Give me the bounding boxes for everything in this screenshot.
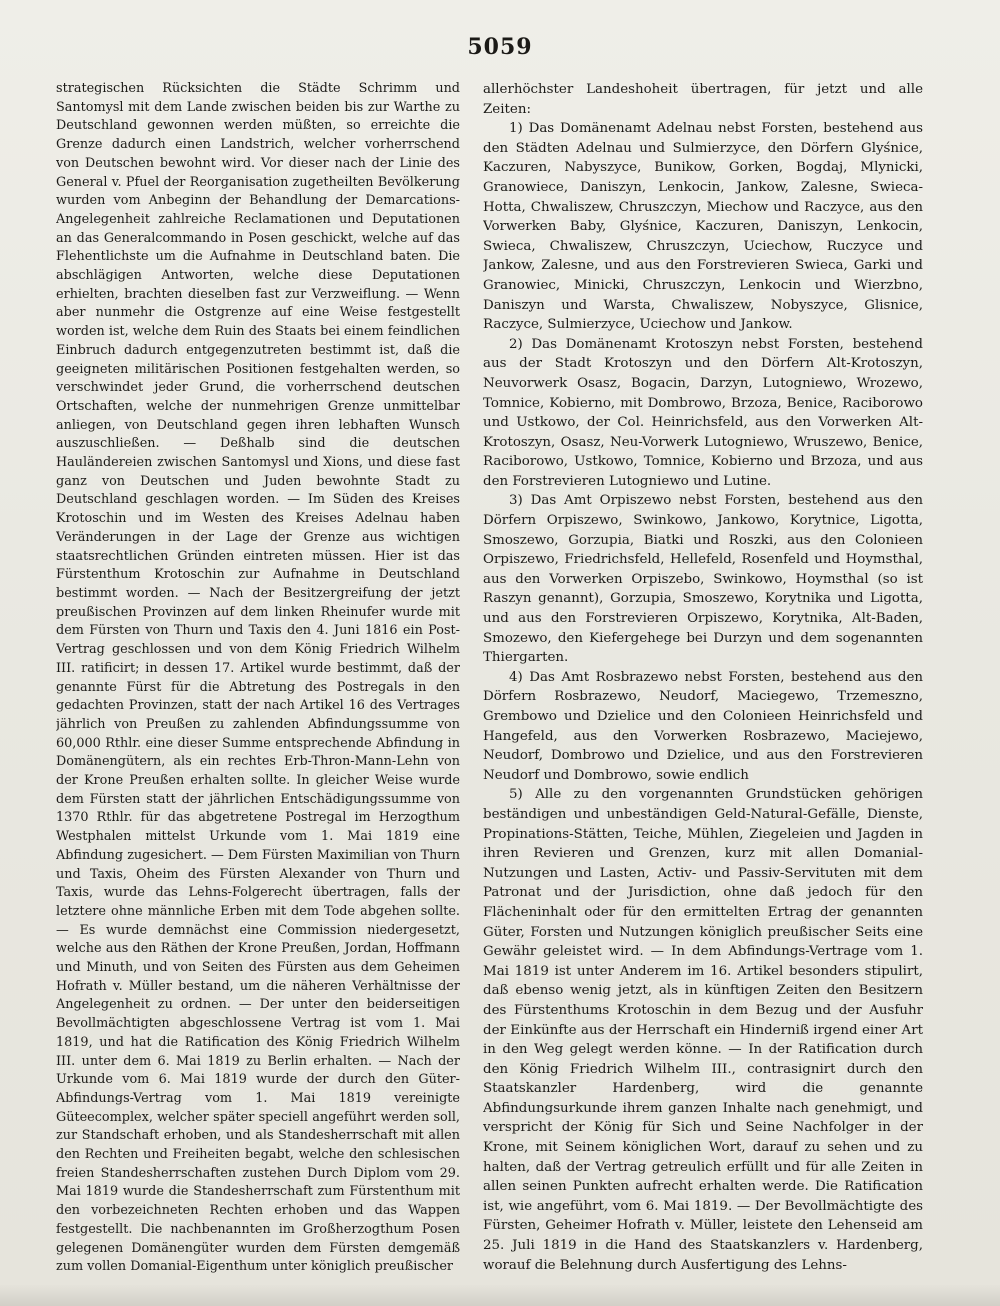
page-number: 5059 — [467, 34, 533, 60]
right-paragraph-intro: allerhöchster Landeshoheit übertragen, für jetzt und alle Zeiten: — [483, 82, 923, 117]
right-column — [483, 80, 923, 1280]
left-paragraph-1: strategischen Rücksichten die Städte Schrimm und Santomysl mit dem Lande zwischen beiden bis zur Warthe zu Deutschland gewonnen werden müßten, so erreichte die Grenze dadurch einen Landstrich, welcher vorherrschend von Deutschen bewohnt wird. Vor dieser nach der Linie des General v. Pfuel der Reorganisation zugetheilten Bevölkerung wurden vom Anbeginn der Behandlung der Demarcations-Angelegenheit zahlreiche Reclamationen und Deputationen an das Generalcommando in Posen geschickt, welche auf das Flehentlichste um die Aufnahme in Deutschland baten. Die abschlägigen Antworten, welche diese Deputationen erhielten, brachten dieselben fast zur Verzweiflung. — Wenn aber nunmehr die Ostgrenze auf eine Weise festgestellt worden ist, welche dem Ruin des Staats bei einem feindlichen Einbruch dadurch entgegenzutreten bestimmt ist, daß die geeigneten militärischen Positionen festgehalten werden, so verschwindet jeder Grund, die vorherrschend deutschen Ortschaften, welche der nunmehrigen Grenze unmittelbar anliegen, von Deutschland gegen ihren lebhaften Wunsch auszuschließen. — Deßhalb sind die deutschen Hauländereien zwischen Santomysl und Xions, und diese fast ganz von Deutschen und Juden bewohnte Stadt zu Deutschland geschlagen worden. — Im Süden des Kreises Krotoschin und im Westen des Kreises Adelnau haben Veränderungen in der Lage der Grenze aus wichtigen staatsrechtlichen Gründen eintreten müssen. Hier ist das Fürstenthum Krotoschin zur Aufnahme in Deutschland bestimmt worden. — Nach der Besitzergreifung der jetzt preußischen Provinzen auf dem linken Rheinufer wurde mit dem Fürsten von Thurn und Taxis den 4. Juni 1816 ein Post-Vertrag geschlossen und von dem König Friedrich Wilhelm III. ratificirt; in dessen 17. Artikel wurde bestimmt, daß der genannte Fürst für die Abtretung des Postregals in den gedachten Provinzen, statt der nach Artikel 16 des Vertrages jährlich von Preußen zu zahlenden Abfindungssumme von 60,000 Rthlr. eine dieser Summe entsprechende Abfindung in Domänengütern, als ein rechtes Erb-Thron-Mann-Lehn von der Krone Preußen erhalten sollte. In gleicher Weise wurde dem Fürsten statt der jährlichen Entschädigungssumme von 1370 Rthlr. für das abgetretene Postregal im Herzogthum Westphalen mittelst Urkunde vom 1. Mai 1819 eine Abfindung zugesichert. — Dem Fürsten Maximilian von Thurn und Taxis, Oheim des Fürsten Alexander von Thurn und Taxis, wurde das Lehns-Folgerecht übertragen, falls der letztere ohne männliche Erben mit dem Tode abgehen sollte. — Es wurde demnächst eine Commission niedergesetzt, welche aus den Räthen der Krone Preußen, Jordan, Hoffmann und Minuth, und von Seiten des Fürsten aus dem Geheimen Hofrath v. Müller bestand, um die näheren Verhältnisse der Angelegenheit zu ordnen. — Der unter den beiderseitigen Bevollmächtigten abgeschlossene Vertrag ist vom 1. Mai 1819, und hat die Ratification des König Friedrich Wilhelm III. unter dem 6. Mai 1819 zu Berlin erhalten. — Nach der Urkunde vom 6. Mai 1819 wurde der durch den Güter-Abfindungs-Vertrag vom 1. Mai 1819 vereinigte Güteecomplex, welcher später speciell angeführt werden soll, zur Standschaft erhoben, und als Standesherrschaft mit allen den Rechten und Freiheiten begabt, welche den schlesischen freien Standesherrschaften zustehen Durch Diplom vom 29. Mai 1819 wurde die Standesherrschaft zum Fürstenthum mit den vorbezeichneten Rechten erhoben und das Wappen festgestellt. Die nachbenannten im Großherzogthum Posen gelegenen Domänengüter wurden dem Fürsten demgemäß zum vollen Domanial-Eigenthum unter königlich preußischer — [56, 81, 460, 1275]
left-column — [56, 80, 460, 1280]
right-paragraph-item-5: 5) Alle zu den vorgenannten Grundstücken gehörigen beständigen und unbeständigen Geld-Natural-Gefälle, Dienste, Propinations-Stätten, Teiche, Mühlen, Ziegeleien und Jagden in ihren Revieren und Grenzen, kurz mit allen Domanial-Nutzungen und Lasten, Activ- und Passiv-Servituten mit dem Patronat und der Jurisdiction, ohne daß jedoch für den Flächeninhalt oder für den ermittelten Ertrag der genannten Güter, Forsten und Nutzungen königlich preußischer Seits eine Gewähr geleistet wird. — In dem Abfindungs-Vertrage vom 1. Mai 1819 ist unter Anderem im 16. Artikel besonders stipulirt, daß ebenso wenig jetzt, als in künftigen Zeiten den Besitzern des Fürstenthums Krotoschin in dem Bezug und der Ausfuhr der Einkünfte aus der Herrschaft ein Hinderniß irgend einer Art in den Weg gelegt werden könne. — In der Ratification durch den König Friedrich Wilhelm III., contrasignirt durch den Staatskanzler Hardenberg, wird die genannte Abfindungsurkunde ihrem ganzen Inhalte nach genehmigt, und verspricht der König für Sich und Seine Nachfolger in der Krone, mit Seinem königlichen Wort, darauf zu sehen und zu halten, daß der Vertrag getreulich erfüllt und für alle Zeiten in allen seinen Punkten aufrecht erhalten werde. Die Ratification ist, wie angeführt, vom 6. Mai 1819. — Der Bevollmächtigte des Fürsten, Geheimer Hofrath v. Müller, leistete den Lehenseid am 25. Juli 1819 in die Hand des Staatskanzlers v. Hardenberg, worauf die Belehnung durch Ausfertigung des Lehns- — [483, 787, 923, 1273]
right-paragraph-item-3: 3) Das Amt Orpiszewo nebst Forsten, bestehend aus den Dörfern Orpiszewo, Swinkowo, Jankowo, Korytnice, Ligotta, Smoszewo, Gorzupia, Biatki und Roszki, aus den Colonieen Orpiszewo, Friedrichsfeld, Hellefeld, Rosenfeld und Hoymsthal, aus den Vorwerken Orpiszebo, Swinkowo, Hoymsthal (so ist Raszyn genannt), Gorzupia, Smoszewo, Korytnika und Ligotta, und aus den Forstrevieren Orpiszewo, Korytnika, Alt-Baden, Smozewo, den Kiefergehege bei Durzyn und dem sogenannten Thiergarten. — [483, 493, 923, 666]
right-paragraph-item-4: 4) Das Amt Rosbrazewo nebst Forsten, bestehend aus den Dörfern Rosbrazewo, Neudorf, Maciegewo, Trzemeszno, Grembowo und Dzielice und den Colonieen Heinrichsfeld und Hangefeld, aus den Vorwerken Rosbrazewo, Maciejewo, Neudorf, Dombrowo und Dzielice, und aus den Forstrevieren Neudorf und Dombrowo, sowie endlich — [483, 669, 923, 783]
bottom-shadow — [0, 1284, 1000, 1306]
right-paragraph-item-1: 1) Das Domänenamt Adelnau nebst Forsten, bestehend aus den Städten Adelnau und Sulmierzyce, den Dörfern Glyśnice, Kaczuren, Nabyszyce, Bunikow, Gorken, Bogdaj, Mlynicki, Granowiece, Daniszyn, Lenkocin, Jankow, Zalesne, Swieca-Hotta, Chwaliszew, Chruszczyn, Miechow und Raczyce, aus den Vorwerken Baby, Glyśnice, Kaczuren, Daniszyn, Lenkocin, Swieca, Chwaliszew, Chruszczyn, Uciechow, Ruczyce und Jankow, Zalesne, und aus den Forstrevieren Swieca, Garki und Granowiec, Minicki, Chruszczyn, Lenkocin und Wierzbno, Daniszyn und Warsta, Chwaliszew, Nobyszyce, Glisnice, Raczyce, Sulmierzyce, Uciechow und Jankow. — [483, 121, 923, 333]
right-paragraph-item-2: 2) Das Domänenamt Krotoszyn nebst Forsten, bestehend aus der Stadt Krotoszyn und den Dörfern Alt-Krotoszyn, Neuvorwerk Osasz, Bogacin, Darzyn, Lutogniewo, Wrozewo, Tomnice, Kobierno, mit Dombrowo, Brzoza, Benice, Raciborowo und Ustkowo, der Col. Heinrichsfeld, aus den Vorwerken Alt-Krotoszyn, Osasz, Neu-Vorwerk Lutogniewo, Wruszewo, Benice, Raciborowo, Ustkowo, Tomnice, Kobierno und Brzoza, und aus den Forstrevieren Lutogniewo und Lutine. — [483, 336, 923, 489]
